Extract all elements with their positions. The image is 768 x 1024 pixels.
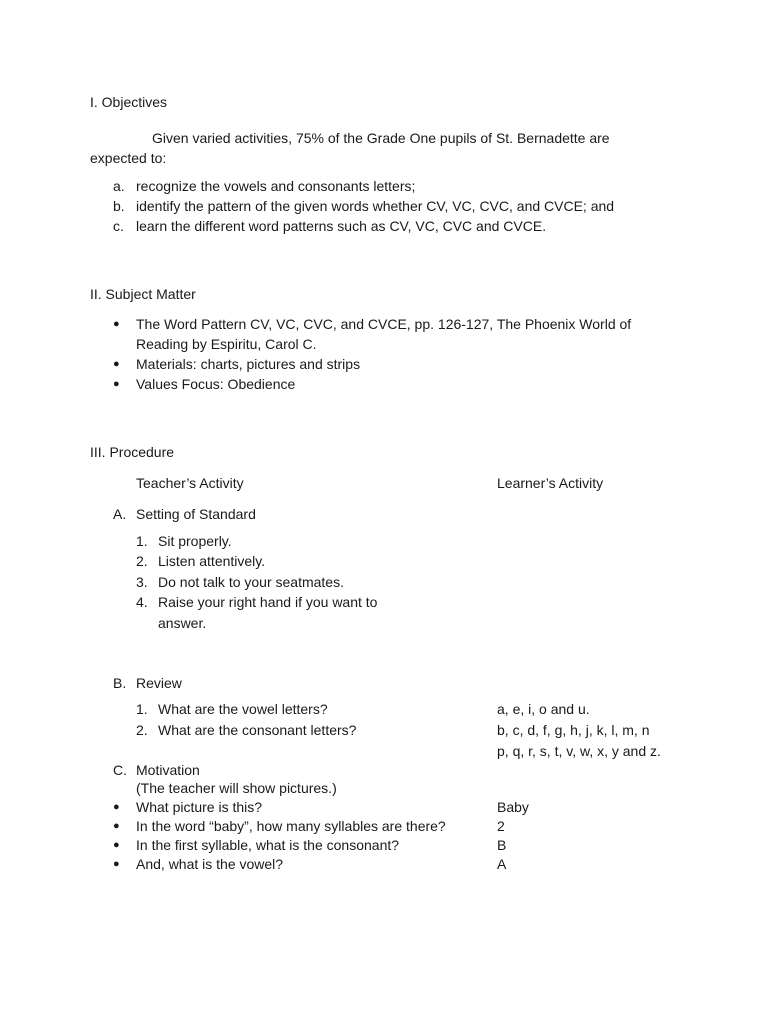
- teacher-activity-header: Teacher’s Activity: [136, 475, 244, 491]
- setting-item-1: Sit properly.: [158, 533, 232, 549]
- learner-activity-header: Learner’s Activity: [497, 475, 604, 491]
- motivation-answer-3: B: [497, 837, 507, 853]
- objectives-intro-line1: Given varied activities, 75% of the Grade One pupils of St. Bernadette are: [152, 130, 610, 146]
- objectives-intro-line2: expected to:: [90, 150, 167, 166]
- subject-item-1-line2: Reading by Espiritu, Carol C.: [136, 336, 317, 352]
- objective-item-a: recognize the vowels and consonants letters;: [136, 178, 416, 194]
- bullet-icon: ●: [113, 858, 120, 870]
- setting-item-2: Listen attentively.: [158, 553, 266, 569]
- setting-marker-2: 2.: [136, 553, 148, 569]
- setting-marker-4: 4.: [136, 594, 148, 610]
- objective-marker-b: b.: [113, 198, 125, 214]
- review-question-2: What are the consonant letters?: [158, 722, 357, 738]
- motivation-answer-1: Baby: [497, 799, 529, 815]
- objective-item-b: identify the pattern of the given words whether CV, VC, CVC, and CVCE; and: [136, 198, 615, 214]
- review-marker-1: 1.: [136, 701, 148, 717]
- objective-marker-a: a.: [113, 178, 125, 194]
- review-title: Review: [136, 675, 182, 691]
- subject-matter-heading: II. Subject Matter: [90, 286, 196, 302]
- bullet-icon: ●: [113, 801, 120, 813]
- section-marker-a: A.: [113, 506, 127, 522]
- subject-item-2: Materials: charts, pictures and strips: [136, 356, 361, 372]
- section-marker-c: C.: [113, 762, 127, 778]
- procedure-heading: III. Procedure: [90, 444, 175, 460]
- review-answer-1: a, e, i, o and u.: [497, 701, 590, 717]
- setting-item-4-line2: answer.: [158, 615, 207, 631]
- motivation-note: (The teacher will show pictures.): [136, 780, 337, 796]
- review-question-1: What are the vowel letters?: [158, 701, 328, 717]
- motivation-question-2: In the word “baby”, how many syllables are there?: [136, 818, 446, 834]
- bullet-icon: ●: [113, 839, 120, 851]
- motivation-question-3: In the first syllable, what is the consonant?: [136, 837, 400, 853]
- setting-marker-3: 3.: [136, 574, 148, 590]
- objectives-heading: I. Objectives: [90, 94, 168, 110]
- motivation-question-1: What picture is this?: [136, 799, 263, 815]
- setting-title: Setting of Standard: [136, 506, 256, 522]
- setting-item-4-line1: Raise your right hand if you want to: [158, 594, 378, 610]
- review-answer-2-line1: b, c, d, f, g, h, j, k, l, m, n: [497, 722, 650, 738]
- motivation-answer-4: A: [497, 856, 507, 872]
- bullet-icon: ●: [113, 358, 120, 370]
- objective-item-c: learn the different word patterns such as CV, VC, CVC and CVCE.: [136, 218, 547, 234]
- subject-item-1-line1: The Word Pattern CV, VC, CVC, and CVCE, pp. 126-127, The Phoenix World of: [136, 316, 632, 332]
- bullet-icon: ●: [113, 318, 120, 330]
- section-marker-b: B.: [113, 675, 127, 691]
- subject-item-3: Values Focus: Obedience: [136, 376, 296, 392]
- setting-marker-1: 1.: [136, 533, 148, 549]
- review-answer-2-line2: p, q, r, s, t, v, w, x, y and z.: [497, 743, 661, 759]
- setting-item-3: Do not talk to your seatmates.: [158, 574, 344, 590]
- bullet-icon: ●: [113, 820, 120, 832]
- motivation-question-4: And, what is the vowel?: [136, 856, 284, 872]
- review-marker-2: 2.: [136, 722, 148, 738]
- motivation-answer-2: 2: [497, 818, 505, 834]
- objective-marker-c: c.: [113, 218, 124, 234]
- bullet-icon: ●: [113, 378, 120, 390]
- motivation-title: Motivation: [136, 762, 200, 778]
